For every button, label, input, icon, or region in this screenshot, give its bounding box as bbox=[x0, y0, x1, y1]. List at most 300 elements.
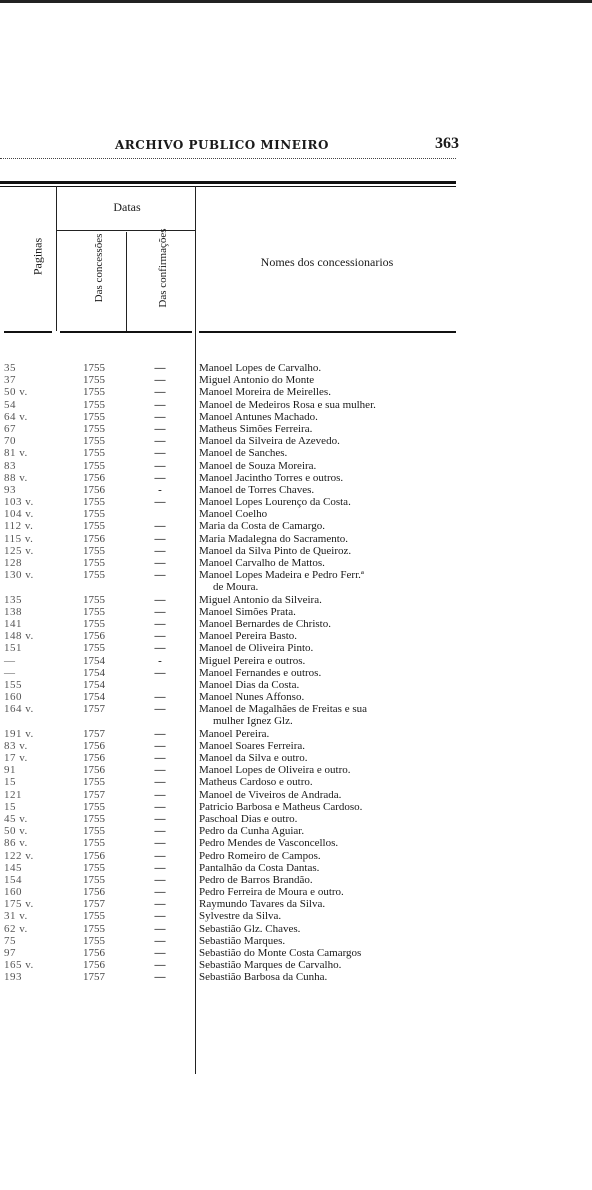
concessionaire-name-line: Sebastião Marques. bbox=[199, 934, 286, 947]
concessionaire-name bbox=[199, 971, 461, 983]
concessionaire-name-line: Manoel da Silva Pinto de Queiroz. bbox=[199, 544, 352, 557]
concession-year: 1755 bbox=[83, 873, 105, 886]
concessionaire-name bbox=[199, 886, 461, 898]
table-row bbox=[0, 776, 470, 788]
confirmation-mark: — bbox=[154, 642, 166, 655]
concessionaire-name-line: Manoel Lopes Madeira e Pedro Ferr.ª bbox=[199, 569, 364, 582]
page-reference: 175 v. bbox=[4, 898, 34, 911]
concession-year: 1754 bbox=[83, 678, 105, 691]
concession-year: 1754 bbox=[83, 666, 105, 679]
page-reference: 122 v. bbox=[4, 849, 34, 862]
concessionaire-name-line: Manoel Antunes Machado. bbox=[199, 410, 318, 423]
page-reference: 67 bbox=[4, 422, 16, 435]
confirmation-mark: — bbox=[154, 812, 166, 825]
concessionaire-name-line: Manoel da Silva e outro. bbox=[199, 752, 308, 765]
concessionaire-name-line: Manoel Pereira. bbox=[199, 727, 270, 740]
table-row bbox=[0, 362, 470, 374]
page-reference: 97 bbox=[4, 947, 16, 960]
table-row bbox=[0, 411, 470, 423]
concessionaire-name bbox=[199, 910, 461, 922]
confirmation-mark: — bbox=[154, 886, 166, 899]
concessionaire-name-line: Manoel de Sanches. bbox=[199, 447, 288, 460]
concession-year: 1755 bbox=[83, 837, 105, 850]
table-row bbox=[0, 971, 470, 983]
table-row bbox=[0, 386, 470, 398]
page-reference: 115 v. bbox=[4, 532, 34, 545]
concessionaire-name bbox=[199, 874, 461, 886]
confirmation-mark: — bbox=[154, 959, 166, 972]
concessionaire-name-line: Manoel de Oliveira Pinto. bbox=[199, 642, 314, 655]
concessionaire-name-line: Manoel Coelho bbox=[199, 508, 268, 521]
concessionaire-name-line: Pantalhão da Costa Dantas. bbox=[199, 861, 320, 874]
page-reference: 141 bbox=[4, 617, 22, 630]
concession-year: 1756 bbox=[83, 483, 105, 496]
concession-year: 1755 bbox=[83, 386, 105, 399]
concessionaire-name-line: Manoel de Viveiros de Andrada. bbox=[199, 788, 342, 801]
concessionaire-name bbox=[199, 594, 461, 606]
concessionaire-name bbox=[199, 837, 461, 849]
concession-year: 1757 bbox=[83, 703, 105, 716]
concession-year: 1755 bbox=[83, 776, 105, 789]
concession-year: 1757 bbox=[83, 898, 105, 911]
table-row bbox=[0, 447, 470, 459]
confirmation-mark: — bbox=[154, 971, 166, 984]
table-row bbox=[0, 837, 470, 849]
concessionaire-name bbox=[199, 740, 461, 752]
concession-year: 1755 bbox=[83, 496, 105, 509]
table-top-thick-rule bbox=[0, 181, 456, 184]
concession-year: 1755 bbox=[83, 934, 105, 947]
confirmation-mark: — bbox=[154, 398, 166, 411]
concessionaire-name-line: Manoel de Medeiros Rosa e sua mulher. bbox=[199, 398, 376, 411]
concession-year: 1755 bbox=[83, 910, 105, 923]
page-reference: 154 bbox=[4, 873, 22, 886]
confirmation-mark: — bbox=[154, 569, 166, 582]
confirmation-mark: — bbox=[154, 947, 166, 960]
concession-year: 1755 bbox=[83, 861, 105, 874]
table-row bbox=[0, 825, 470, 837]
concessionaire-name bbox=[199, 423, 461, 435]
confirmation-mark: — bbox=[154, 471, 166, 484]
page-reference: 83 v. bbox=[4, 739, 28, 752]
concessionaire-name bbox=[199, 411, 461, 423]
concessionaire-name-line: Manoel Moreira de Meirelles. bbox=[199, 386, 331, 399]
confirmation-mark: — bbox=[154, 532, 166, 545]
concessionaire-name bbox=[199, 679, 461, 691]
concessionaire-name bbox=[199, 484, 461, 496]
concessionaire-name bbox=[199, 508, 461, 520]
concessionaire-name bbox=[199, 496, 461, 508]
table-row bbox=[0, 923, 470, 935]
page-reference: 64 v. bbox=[4, 410, 28, 423]
confirmation-mark: — bbox=[154, 666, 166, 679]
concessionaire-name-line: Manoel de Torres Chaves. bbox=[199, 483, 315, 496]
concession-year: 1755 bbox=[83, 557, 105, 569]
column-divider-datas bbox=[126, 232, 127, 331]
column-header-nomes: Nomes dos concessionarios bbox=[260, 255, 394, 269]
page-reference: 91 bbox=[4, 764, 16, 777]
page-reference: — bbox=[4, 666, 16, 679]
concessionaire-name-line: Manoel de Magalhães de Freitas e sua bbox=[199, 703, 367, 716]
table-row bbox=[0, 472, 470, 484]
confirmation-mark: — bbox=[154, 752, 166, 765]
concessionaire-name bbox=[199, 435, 461, 447]
concessionaire-name-line: Manoel Jacintho Torres e outros. bbox=[199, 471, 344, 484]
page-reference: 128 bbox=[4, 557, 22, 569]
confirmation-mark: — bbox=[154, 544, 166, 557]
table-row bbox=[0, 606, 470, 618]
page-reference: 145 bbox=[4, 861, 22, 874]
concessionaire-name-line: Sylvestre da Silva. bbox=[199, 910, 282, 923]
column-header-concessoes: Das concessões bbox=[93, 233, 105, 303]
concessionaire-name-line: Pedro Mendes de Vasconcellos. bbox=[199, 837, 339, 850]
page-reference: 88 v. bbox=[4, 471, 28, 484]
concession-table-body bbox=[0, 362, 470, 984]
concessionaire-name bbox=[199, 825, 461, 837]
concession-year: 1755 bbox=[83, 520, 105, 533]
confirmation-mark: — bbox=[154, 410, 166, 423]
concessionaire-name-line: Manoel de Souza Moreira. bbox=[199, 459, 317, 472]
concession-year: 1755 bbox=[83, 362, 105, 374]
table-row bbox=[0, 423, 470, 435]
table-row bbox=[0, 630, 470, 642]
concessionaire-name-line: Manoel Carvalho de Mattos. bbox=[199, 557, 325, 569]
concessionaire-name bbox=[199, 557, 461, 569]
concessionaire-name bbox=[199, 374, 461, 386]
page-reference: 155 bbox=[4, 678, 22, 691]
page-reference: 165 v. bbox=[4, 959, 34, 972]
confirmation-mark: — bbox=[154, 922, 166, 935]
table-row bbox=[0, 910, 470, 922]
table-row bbox=[0, 655, 470, 667]
concession-year: 1755 bbox=[83, 422, 105, 435]
concession-year: 1756 bbox=[83, 739, 105, 752]
page-reference: 148 v. bbox=[4, 630, 34, 643]
concession-year: 1756 bbox=[83, 752, 105, 765]
table-row bbox=[0, 484, 470, 496]
page-number: 363 bbox=[435, 135, 459, 152]
table-row bbox=[0, 740, 470, 752]
concessionaire-name bbox=[199, 606, 461, 618]
page-reference: — bbox=[4, 654, 16, 667]
table-row bbox=[0, 850, 470, 862]
page-reference: 160 bbox=[4, 691, 22, 704]
concessionaire-name bbox=[199, 362, 461, 374]
concession-year: 1756 bbox=[83, 764, 105, 777]
concession-year: 1755 bbox=[83, 617, 105, 630]
confirmation-mark: — bbox=[154, 910, 166, 923]
table-top-thin-rule bbox=[0, 186, 456, 187]
running-title: ARCHIVO PUBLICO MINEIRO bbox=[115, 138, 329, 152]
concessionaire-name bbox=[199, 776, 461, 788]
concession-year: 1755 bbox=[83, 447, 105, 460]
confirmation-mark: — bbox=[154, 691, 166, 704]
table-row bbox=[0, 508, 470, 520]
concession-year: 1756 bbox=[83, 471, 105, 484]
concession-year: 1754 bbox=[83, 654, 105, 667]
concession-year: 1757 bbox=[83, 971, 105, 984]
concession-year: 1755 bbox=[83, 508, 105, 521]
table-row bbox=[0, 886, 470, 898]
confirmation-mark: — bbox=[154, 861, 166, 874]
table-row bbox=[0, 947, 470, 959]
page-reference: 62 v. bbox=[4, 922, 28, 935]
table-row bbox=[0, 594, 470, 606]
concessionaire-name-line: Manoel Lopes de Carvalho. bbox=[199, 362, 322, 374]
table-row bbox=[0, 533, 470, 545]
concession-year: 1755 bbox=[83, 800, 105, 813]
concessionaire-name bbox=[199, 533, 461, 545]
table-row bbox=[0, 874, 470, 886]
table-row bbox=[0, 557, 470, 569]
page-reference: 112 v. bbox=[4, 520, 34, 533]
concession-year: 1755 bbox=[83, 544, 105, 557]
table-row bbox=[0, 764, 470, 776]
confirmation-mark: — bbox=[154, 422, 166, 435]
concession-year: 1756 bbox=[83, 532, 105, 545]
table-row bbox=[0, 801, 470, 813]
confirmation-mark: — bbox=[154, 788, 166, 801]
table-row bbox=[0, 728, 470, 740]
concession-year: 1755 bbox=[83, 922, 105, 935]
page-reference: 121 bbox=[4, 788, 22, 801]
confirmation-mark: — bbox=[154, 630, 166, 643]
concessionaire-name-line: Matheus Simões Ferreira. bbox=[199, 422, 313, 435]
page-reference: 15 bbox=[4, 800, 16, 813]
datas-subheader-rule bbox=[56, 230, 195, 231]
concessionaire-name-line: Manoel Lopes Lourenço da Costa. bbox=[199, 496, 351, 509]
column-header-datas: Datas bbox=[113, 200, 141, 214]
table-row bbox=[0, 496, 470, 508]
concessionaire-name bbox=[199, 655, 461, 667]
page-reference: 50 v. bbox=[4, 386, 28, 399]
concessionaire-name bbox=[199, 752, 461, 764]
confirmation-mark: — bbox=[154, 849, 166, 862]
concessionaire-name-line: Sebastião do Monte Costa Camargos bbox=[199, 947, 362, 960]
table-row bbox=[0, 789, 470, 801]
table-row bbox=[0, 667, 470, 679]
confirmation-mark: — bbox=[154, 557, 166, 569]
concessionaire-name bbox=[199, 862, 461, 874]
concessionaire-name bbox=[199, 386, 461, 398]
concessionaire-name bbox=[199, 703, 461, 727]
concessionaire-name bbox=[199, 667, 461, 679]
page-reference: 35 bbox=[4, 362, 16, 374]
concessionaire-name-line: Pedro de Barros Brandão. bbox=[199, 873, 313, 886]
concession-year: 1755 bbox=[83, 593, 105, 606]
header-bottom-rule-paginas bbox=[4, 331, 52, 333]
table-row bbox=[0, 399, 470, 411]
concession-year: 1754 bbox=[83, 691, 105, 704]
page-reference: 125 v. bbox=[4, 544, 34, 557]
table-row bbox=[0, 435, 470, 447]
concessionaire-name-line: Manoel Lopes de Oliveira e outro. bbox=[199, 764, 351, 777]
table-row bbox=[0, 959, 470, 971]
concessionaire-name bbox=[199, 813, 461, 825]
confirmation-mark: — bbox=[154, 605, 166, 618]
concessionaire-name bbox=[199, 447, 461, 459]
table-row bbox=[0, 862, 470, 874]
header-bottom-rule-datas bbox=[60, 331, 192, 333]
concession-year: 1756 bbox=[83, 630, 105, 643]
concessionaire-name-line: Manoel Nunes Affonso. bbox=[199, 691, 305, 704]
concessionaire-name-line: Pedro Romeiro de Campos. bbox=[199, 849, 321, 862]
concessionaire-name bbox=[199, 569, 461, 593]
concessionaire-name bbox=[199, 935, 461, 947]
page-reference: 83 bbox=[4, 459, 16, 472]
concessionaire-name-line: Miguel Pereira e outros. bbox=[199, 654, 306, 667]
concession-year: 1755 bbox=[83, 435, 105, 448]
confirmation-mark: — bbox=[154, 593, 166, 606]
page-reference: 151 bbox=[4, 642, 22, 655]
concessionaire-name bbox=[199, 472, 461, 484]
concessionaire-name bbox=[199, 947, 461, 959]
confirmation-mark: — bbox=[154, 459, 166, 472]
confirmation-mark: — bbox=[154, 837, 166, 850]
confirmation-mark: — bbox=[154, 727, 166, 740]
concessionaire-name-line: Manoel Bernardes de Christo. bbox=[199, 617, 331, 630]
concessionaire-name-line: Manoel da Silveira de Azevedo. bbox=[199, 435, 340, 448]
page-reference: 70 bbox=[4, 435, 16, 448]
page-reference: 15 bbox=[4, 776, 16, 789]
concessionaire-name-line: Sebastião Barbosa da Cunha. bbox=[199, 971, 328, 984]
concession-year: 1756 bbox=[83, 849, 105, 862]
concessionaire-name-line: Raymundo Tavares da Silva. bbox=[199, 898, 326, 911]
confirmation-mark: — bbox=[154, 617, 166, 630]
confirmation-mark: — bbox=[154, 800, 166, 813]
confirmation-mark: — bbox=[154, 447, 166, 460]
concession-year: 1755 bbox=[83, 410, 105, 423]
concessionaire-name bbox=[199, 728, 461, 740]
confirmation-mark: — bbox=[154, 776, 166, 789]
table-row bbox=[0, 460, 470, 472]
concessionaire-name-line: Pedro Ferreira de Moura e outro. bbox=[199, 886, 344, 899]
table-row bbox=[0, 374, 470, 386]
confirmation-mark: — bbox=[154, 934, 166, 947]
confirmation-mark: — bbox=[154, 386, 166, 399]
confirmation-mark: — bbox=[154, 496, 166, 509]
concession-year: 1755 bbox=[83, 398, 105, 411]
concession-year: 1756 bbox=[83, 886, 105, 899]
confirmation-mark: — bbox=[154, 703, 166, 716]
concessionaire-name bbox=[199, 520, 461, 532]
table-row bbox=[0, 752, 470, 764]
table-row bbox=[0, 935, 470, 947]
confirmation-mark: — bbox=[154, 764, 166, 777]
page-reference: 104 v. bbox=[4, 508, 34, 521]
concessionaire-name bbox=[199, 959, 461, 971]
concession-year: 1755 bbox=[83, 459, 105, 472]
page-reference: 50 v. bbox=[4, 825, 28, 838]
concessionaire-name-line: Miguel Antonio do Monte bbox=[199, 374, 315, 387]
concession-year: 1755 bbox=[83, 812, 105, 825]
concessionaire-name-line: Miguel Antonio da Silveira. bbox=[199, 593, 322, 606]
concessionaire-name bbox=[199, 923, 461, 935]
concession-year: 1755 bbox=[83, 642, 105, 655]
concessionaire-name-line: Sebastião Glz. Chaves. bbox=[199, 922, 301, 935]
concessionaire-name-line: Manoel Simões Prata. bbox=[199, 605, 296, 618]
concessionaire-name-line: Manoel Soares Ferreira. bbox=[199, 739, 305, 752]
concessionaire-name-line: Manoel Pereira Basto. bbox=[199, 630, 298, 643]
table-row bbox=[0, 569, 470, 593]
page-reference: 37 bbox=[4, 374, 16, 387]
page-reference: 160 bbox=[4, 886, 22, 899]
concessionaire-name-line: Pedro da Cunha Aguiar. bbox=[199, 825, 305, 838]
concession-year: 1755 bbox=[83, 605, 105, 618]
table-row bbox=[0, 813, 470, 825]
header-dotted-rule bbox=[0, 158, 456, 159]
concessionaire-name bbox=[199, 642, 461, 654]
page-reference: 191 v. bbox=[4, 727, 34, 740]
concessionaire-name-line: Matheus Cardoso e outro. bbox=[199, 776, 313, 789]
concessionaire-name bbox=[199, 789, 461, 801]
concessionaire-name bbox=[199, 618, 461, 630]
page-reference: 103 v. bbox=[4, 496, 34, 509]
page-reference: 164 v. bbox=[4, 703, 34, 716]
column-header-confirmacoes: Das confirmações bbox=[157, 228, 169, 308]
confirmation-mark: — bbox=[154, 825, 166, 838]
concessionaire-name-line: Patricio Barbosa e Matheus Cardoso. bbox=[199, 800, 363, 813]
page-reference: 138 bbox=[4, 605, 22, 618]
concession-year: 1757 bbox=[83, 727, 105, 740]
concessionaire-name bbox=[199, 801, 461, 813]
confirmation-mark: — bbox=[154, 362, 166, 374]
concessionaire-name bbox=[199, 764, 461, 776]
concession-year: 1755 bbox=[83, 569, 105, 582]
page-reference: 45 v. bbox=[4, 812, 28, 825]
table-row bbox=[0, 898, 470, 910]
concessionaire-name bbox=[199, 898, 461, 910]
page-header bbox=[0, 135, 460, 158]
page-reference: 135 bbox=[4, 593, 22, 606]
concessionaire-name bbox=[199, 691, 461, 703]
concessionaire-name bbox=[199, 545, 461, 557]
table-row bbox=[0, 520, 470, 532]
confirmation-mark: — bbox=[154, 739, 166, 752]
confirmation-mark: — bbox=[154, 520, 166, 533]
page-reference: 130 v. bbox=[4, 569, 34, 582]
confirmation-mark: — bbox=[154, 374, 166, 387]
header-bottom-rule-nomes bbox=[199, 331, 456, 333]
page-reference: 93 bbox=[4, 483, 16, 496]
concessionaire-name-line: Manoel Fernandes e outros. bbox=[199, 666, 322, 679]
page-reference: 31 v. bbox=[4, 910, 28, 923]
concessionaire-name-line: Maria da Costa de Camargo. bbox=[199, 520, 325, 533]
confirmation-mark: — bbox=[154, 898, 166, 911]
table-row bbox=[0, 618, 470, 630]
concessionaire-name bbox=[199, 630, 461, 642]
concession-year: 1755 bbox=[83, 825, 105, 838]
concession-year: 1755 bbox=[83, 374, 105, 387]
page-reference: 81 v. bbox=[4, 447, 28, 460]
concessionaire-name-line: Sebastião Marques de Carvalho. bbox=[199, 959, 342, 972]
page-reference: 75 bbox=[4, 934, 16, 947]
concessionaire-name bbox=[199, 850, 461, 862]
table-row bbox=[0, 679, 470, 691]
confirmation-mark: — bbox=[154, 435, 166, 448]
column-divider-paginas bbox=[56, 186, 57, 331]
confirmation-mark: - bbox=[158, 654, 162, 667]
table-row bbox=[0, 545, 470, 557]
page-reference: 193 bbox=[4, 971, 22, 984]
page-reference: 86 v. bbox=[4, 837, 28, 850]
concessionaire-name-continuation: de Moura. bbox=[213, 581, 259, 594]
confirmation-mark: - bbox=[158, 483, 162, 496]
concessionaire-name bbox=[199, 460, 461, 472]
column-header-paginas: Paginas bbox=[30, 237, 45, 276]
table-row bbox=[0, 703, 470, 727]
table-row bbox=[0, 691, 470, 703]
